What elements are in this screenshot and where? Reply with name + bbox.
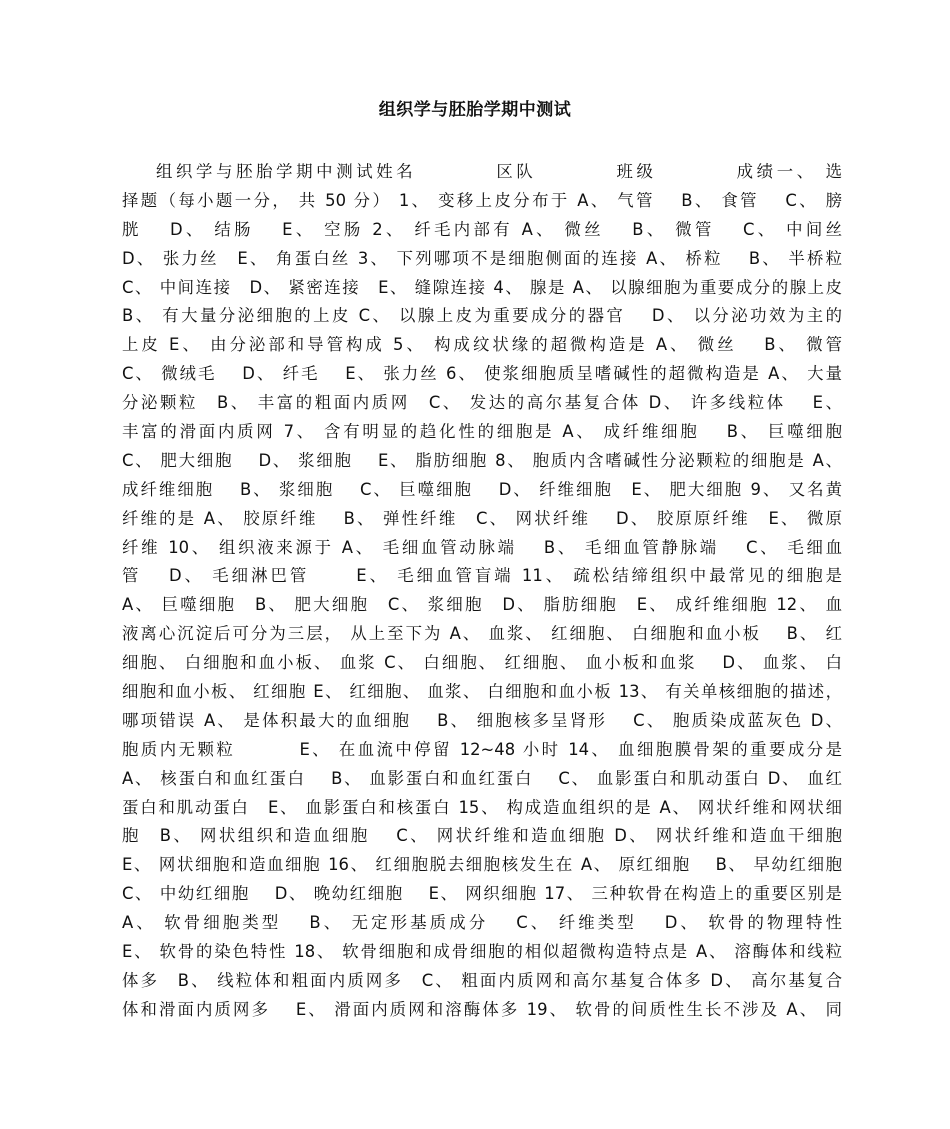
text-line: D、 张力丝 E、 角蛋白丝 3、 下列哪项不是细胞侧面的连接 A、 桥粒 B、 半桥粒 — [122, 248, 842, 268]
text-line: 液离心沉淀后可分为三层， 从上至下为 A、 血浆、 红细胞、 白细胞和血小板 B、 红 — [122, 624, 842, 644]
text-line: 胱 D、 结肠 E、 空肠 2、 纤毛内部有 A、 微丝 B、 微管 C、 中间丝 — [122, 219, 842, 239]
text-line: C、 中间连接 D、 紧密连接 E、 缝隙连接 4、 腺是 A、 以腺细胞为重要成分的腺上皮 — [122, 277, 842, 297]
document-title: 组织学与胚胎学期中测试 — [378, 100, 572, 120]
text-line: 哪项错误 A、 是体积最大的血细胞 B、 细胞核多呈肾形 C、 胞质染成蓝灰色 D、 — [122, 710, 842, 730]
text-line: A、 巨噬细胞 B、 肥大细胞 C、 浆细胞 D、 脂肪细胞 E、 成纤维细胞 12、 血 — [122, 595, 842, 615]
text-line: 上皮 E、 由分泌部和导管构成 5、 构成纹状缘的超微构造是 A、 微丝 B、 微管 — [122, 335, 842, 355]
text-line: 胞质内无颗粒 E、 在血流中停留 12~48 小时 14、 血细胞膜骨架的重要成分是 — [122, 739, 842, 759]
text-line: 蛋白和肌动蛋白 E、 血影蛋白和核蛋白 15、 构成造血组织的是 A、 网状纤维和网状细 — [122, 797, 842, 817]
text-line: C、 中幼红细胞 D、 晚幼红细胞 E、 网织细胞 17、 三种软骨在构造上的重要区别是 — [122, 884, 842, 904]
text-line: 体多 B、 线粒体和粗面内质网多 C、 粗面内质网和高尔基复合体多 D、 高尔基复合 — [122, 970, 842, 990]
text-line: E、 网状细胞和造血细胞 16、 红细胞脱去细胞核发生在 A、 原红细胞 B、 早幼红细胞 — [122, 855, 842, 875]
text-line: 细胞、 白细胞和血小板、 血浆 C、 白细胞、 红细胞、 血小板和血浆 D、 血浆、 白 — [122, 653, 842, 673]
document-body — [122, 158, 842, 1025]
text-line: B、 有大量分泌细胞的上皮 C、 以腺上皮为重要成分的器官 D、 以分泌功效为主的 — [122, 306, 842, 326]
text-line: 纤维 10、 组织液来源于 A、 毛细血管动脉端 B、 毛细血管静脉端 C、 毛细血 — [122, 537, 842, 557]
text-line: 分泌颗粒 B、 丰富的粗面内质网 C、 发达的高尔基复合体 D、 许多线粒体 E、 — [122, 393, 842, 413]
text-line: 成纤维细胞 B、 浆细胞 C、 巨噬细胞 D、 纤维细胞 E、 肥大细胞 9、 又名黄 — [122, 479, 842, 499]
text-line: 纤维的是 A、 胶原纤维 B、 弹性纤维 C、 网状纤维 D、 胶原原纤维 E、 微原 — [122, 508, 842, 528]
text-line: 胞 B、 网状组织和造血细胞 C、 网状纤维和造血细胞 D、 网状纤维和造血干细胞 — [122, 826, 842, 846]
text-line: 体和滑面内质网多 E、 滑面内质网和溶酶体多 19、 软骨的间质性生长不涉及 A、 同 — [122, 999, 842, 1019]
text-line: 管 D、 毛细淋巴管 E、 毛细血管盲端 11、 疏松结缔组织中最常见的细胞是 — [122, 566, 842, 586]
text-line: 组织学与胚胎学期中测试姓名 区队 班级 成绩一、 选 — [156, 162, 842, 181]
text-line: A、 软骨细胞类型 B、 无定形基质成分 C、 纤维类型 D、 软骨的物理特性 — [122, 913, 842, 933]
text-line: C、 微绒毛 D、 纤毛 E、 张力丝 6、 使浆细胞质呈嗜碱性的超微构造是 A、 大量 — [122, 364, 842, 384]
text-line: A、 核蛋白和血红蛋白 B、 血影蛋白和血红蛋白 C、 血影蛋白和肌动蛋白 D、 血红 — [122, 768, 842, 788]
text-line: C、 肥大细胞 D、 浆细胞 E、 脂肪细胞 8、 胞质内含嗜碱性分泌颗粒的细胞是 A、 — [122, 450, 842, 470]
text-line: 择题（每小题一分， 共 50 分） 1、 变移上皮分布于 A、 气管 B、 食管 C、 膀 — [122, 190, 842, 210]
text-line: E、 软骨的染色特性 18、 软骨细胞和成骨细胞的相似超微构造特点是 A、 溶酶体和线粒 — [122, 942, 842, 962]
text-line: 丰富的滑面内质网 7、 含有明显的趋化性的细胞是 A、 成纤维细胞 B、 巨噬细胞 — [122, 422, 842, 442]
text-line: 细胞和血小板、 红细胞 E、 红细胞、 血浆、 白细胞和血小板 13、 有关单核细胞的描述， — [122, 682, 842, 702]
